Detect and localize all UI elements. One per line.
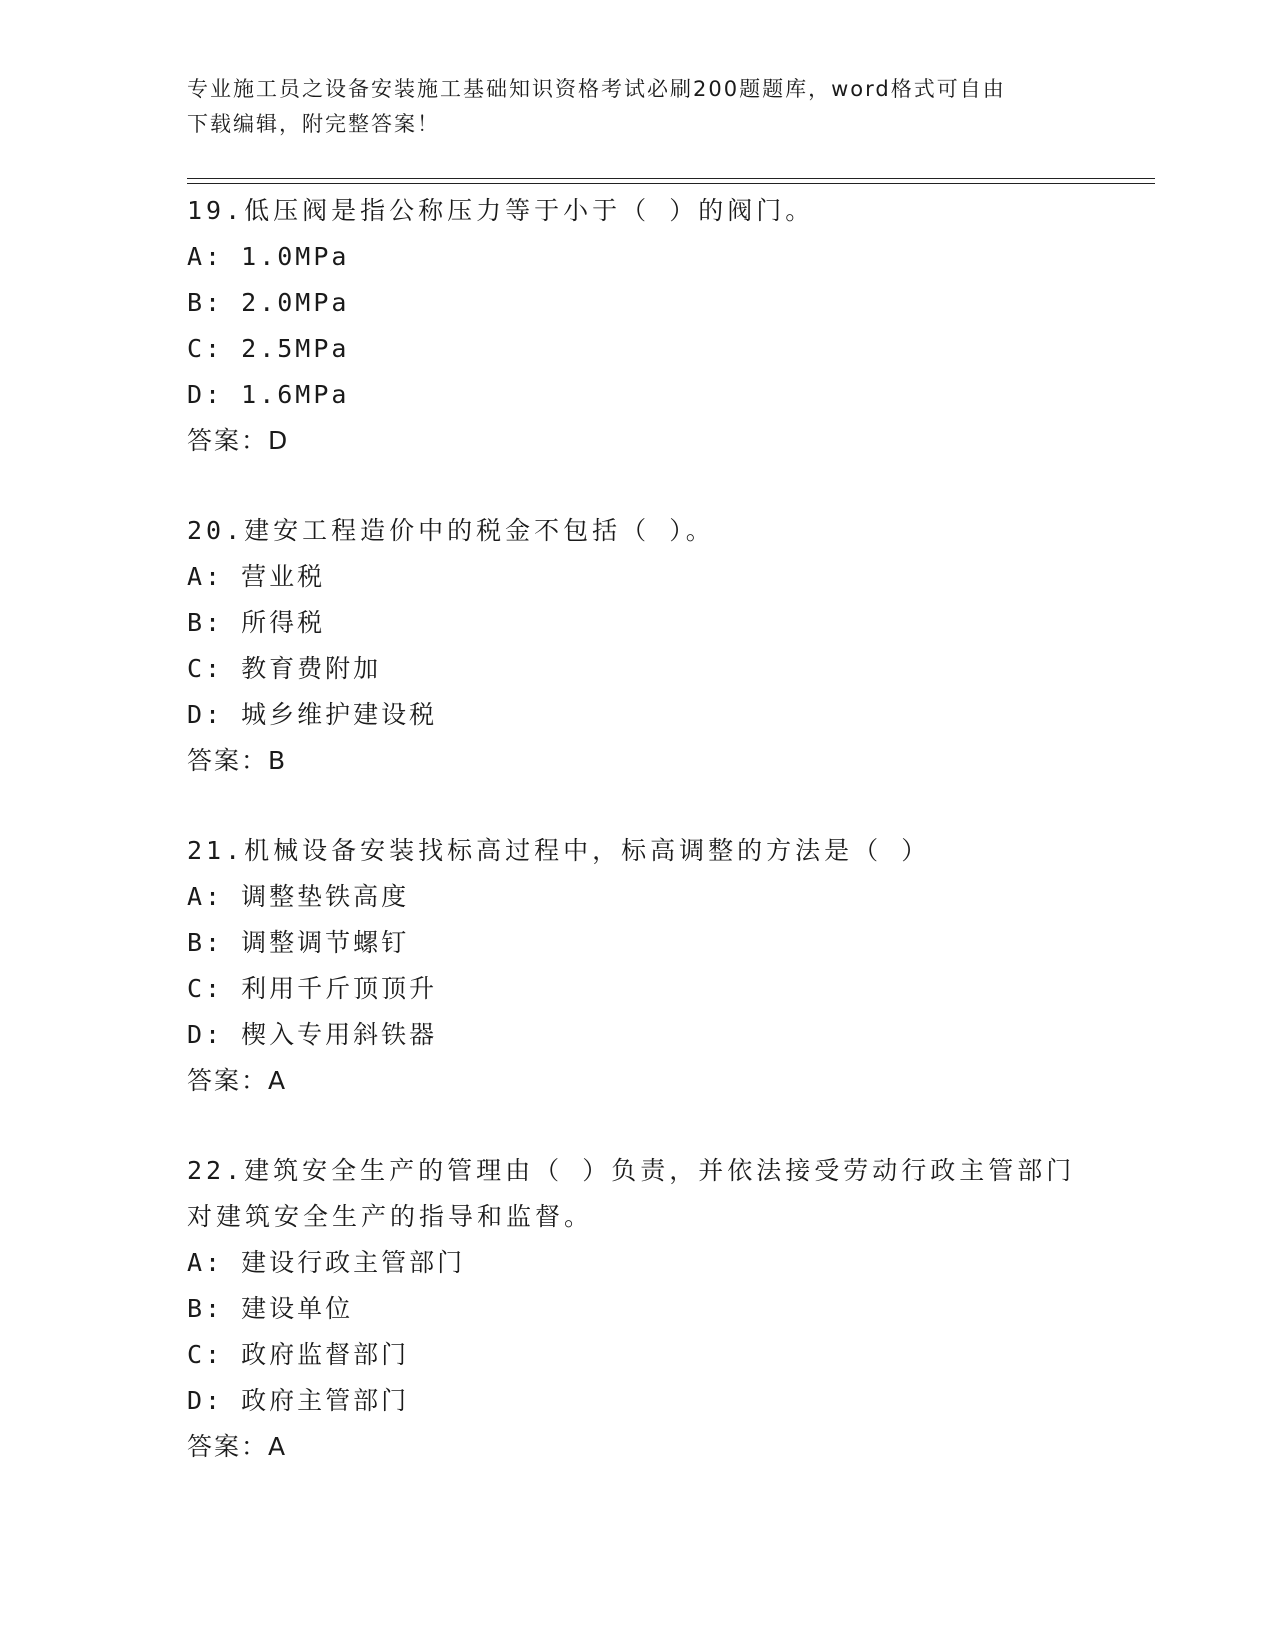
header-divider-top	[187, 178, 1155, 179]
question-stem-line: 21.机械设备安装找标高过程中，标高调整的方法是（ ）	[187, 836, 931, 865]
option-d: D: 1.6MPa	[187, 380, 350, 409]
option-b: B: 所得税	[187, 608, 326, 637]
option-a: A: 营业税	[187, 562, 326, 591]
question-stem-line: 22.建筑安全生产的管理由（ ）负责，并依法接受劳动行政主管部门	[187, 1156, 1076, 1185]
question-stem	[187, 828, 1087, 874]
option-d: D: 政府主管部门	[187, 1386, 410, 1415]
question-stem	[187, 1148, 1087, 1240]
option-d: D: 楔入专用斜铁器	[187, 1020, 438, 1049]
answer-label: 答案：A	[187, 1432, 288, 1461]
question-stem-line: 19.低压阀是指公称压力等于小于（ ）的阀门。	[187, 196, 815, 225]
answer-label: 答案：B	[187, 746, 288, 775]
answer-label: 答案：D	[187, 426, 290, 455]
option-c: C: 2.5MPa	[187, 334, 350, 363]
option-c: C: 教育费附加	[187, 654, 382, 683]
document-header	[187, 72, 1067, 142]
header-title-line-1: 专业施工员之设备安装施工基础知识资格考试必刷200题题库，word格式可自由	[187, 77, 1006, 101]
option-a: A: 调整垫铁高度	[187, 882, 410, 911]
question-22	[187, 1148, 1087, 1470]
option-c: C: 利用千斤顶顶升	[187, 974, 438, 1003]
question-stem-line: 对建筑安全生产的指导和监督。	[187, 1202, 594, 1231]
option-a: A: 1.0MPa	[187, 242, 350, 271]
option-b: B: 建设单位	[187, 1294, 354, 1323]
option-c: C: 政府监督部门	[187, 1340, 410, 1369]
question-19	[187, 188, 1087, 464]
option-a: A: 建设行政主管部门	[187, 1248, 466, 1277]
answer-label: 答案：A	[187, 1066, 288, 1095]
option-b: B: 调整调节螺钉	[187, 928, 410, 957]
option-b: B: 2.0MPa	[187, 288, 350, 317]
question-21	[187, 828, 1087, 1104]
question-stem	[187, 508, 1087, 554]
question-stem-line: 20.建安工程造价中的税金不包括（ ）。	[187, 516, 715, 545]
option-d: D: 城乡维护建设税	[187, 700, 438, 729]
question-20	[187, 508, 1087, 784]
header-divider-bottom	[187, 183, 1155, 184]
header-title-line-2: 下载编辑，附完整答案！	[187, 112, 440, 136]
question-stem	[187, 188, 1087, 234]
